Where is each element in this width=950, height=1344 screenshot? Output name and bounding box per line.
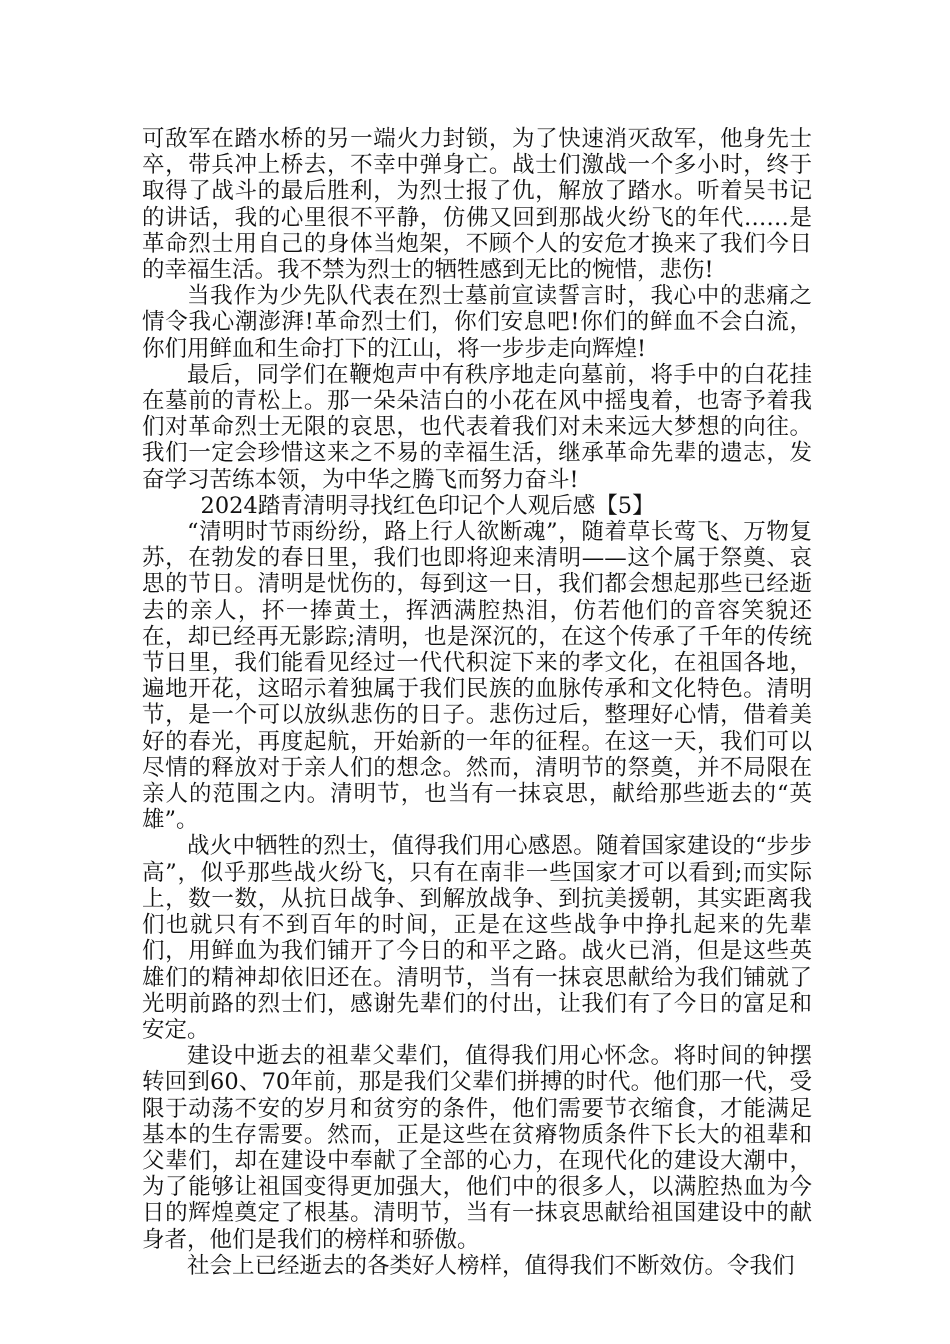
paragraph-2: 当我作为少先队代表在烈士墓前宣读誓言时，我心中的悲痛之情令我心潮澎湃!革命烈士们，你们安息吧!你们的鲜血不会白流，你们用鲜血和生命打下的江山，将一步步走向辉煌!	[142, 283, 812, 362]
paragraph-4: “清明时节雨纷纷，路上行人欲断魂”，随着草长莺飞、万物复苏，在勃发的春日里，我们也即将迎来清明——这个属于祭奠、哀思的节日。清明是忧伤的，每到这一日，我们都会想起那些已经逝去的亲人，抔一捧黄土，挥洒满腔热泪，仿若他们的音容笑貌还在，却已经再无影踪;清明，也是深沉的，在这个传承了千年的传统节日里，我们能看见经过一代代积淀下来的孝文化，在祖国各地，遍地开花，这昭示着独属于我们民族的血脉传承和文化特色。清明节，是一个可以放纵悲伤的日子。悲伤过后，整理好心情，借着美好的春光，再度起航，开始新的一年的征程。在这一天，我们可以尽情的释放对于亲人们的想念。然而，清明节的祭奠，并不局限在亲人的范围之内。清明节，也当有一抹哀思，献给那些逝去的“英雄”。	[142, 519, 812, 834]
document-body	[142, 126, 812, 1279]
paragraph-7: 社会上已经逝去的各类好人榜样，值得我们不断效仿。令我们	[187, 1252, 795, 1279]
paragraph-5: 战火中牺牲的烈士，值得我们用心感恩。随着国家建设的“步步高”，似乎那些战火纷飞，只有在南非一些国家才可以看到;而实际上，数一数，从抗日战争、到解放战争、到抗美援朝，其实距离我们也就只有不到百年的时间，正是在这些战争中挣扎起来的先辈们，用鲜血为我们铺开了今日的和平之路。战火已消，但是这些英雄们的精神却依旧还在。清明节，当有一抹哀思献给为我们铺就了光明前路的烈士们，感谢先辈们的付出，让我们有了今日的富足和安定。	[142, 833, 812, 1043]
section-heading: 2024踏青清明寻找红色印记个人观后感【5】	[200, 492, 655, 519]
paragraph-3: 最后，同学们在鞭炮声中有秩序地走向墓前，将手中的白花挂在墓前的青松上。那一朵朵洁白的小花在风中摇曳着，也寄予着我们对革命烈士无限的哀思，也代表着我们对未来远大梦想的向往。我们一定会珍惜这来之不易的幸福生活，继承革命先辈的遗志，发奋学习苦练本领，为中华之腾飞而努力奋斗!	[142, 361, 812, 493]
paragraph-6: 建设中逝去的祖辈父辈们，值得我们用心怀念。将时间的钟摆转回到60、70年前，那是我们父辈们拼搏的时代。他们那一代，受限于动荡不安的岁月和贫穷的条件，他们需要节衣缩食，才能满足基本的生存需要。然而，正是这些在贫瘠物质条件下长大的祖辈和父辈们，却在建设中奉献了全部的心力，在现代化的建设大潮中，为了能够让祖国变得更加强大，他们中的很多人，以满腔热血为今日的辉煌奠定了根基。清明节，当有一抹哀思献给祖国建设中的献身者，他们是我们的榜样和骄傲。	[142, 1043, 812, 1253]
paragraph-1: 可敌军在踏水桥的另一端火力封锁，为了快速消灭敌军，他身先士卒，带兵冲上桥去，不幸中弹身亡。战士们激战一个多小时，终于取得了战斗的最后胜利，为烈士报了仇，解放了踏水。听着吴书记的讲话，我的心里很不平静，仿佛又回到那战火纷飞的年代……是革命烈士用自己的身体当炮架，不顾个人的安危才换来了我们今日的幸福生活。我不禁为烈士的牺牲感到无比的惋惜，悲伤!	[142, 126, 812, 284]
